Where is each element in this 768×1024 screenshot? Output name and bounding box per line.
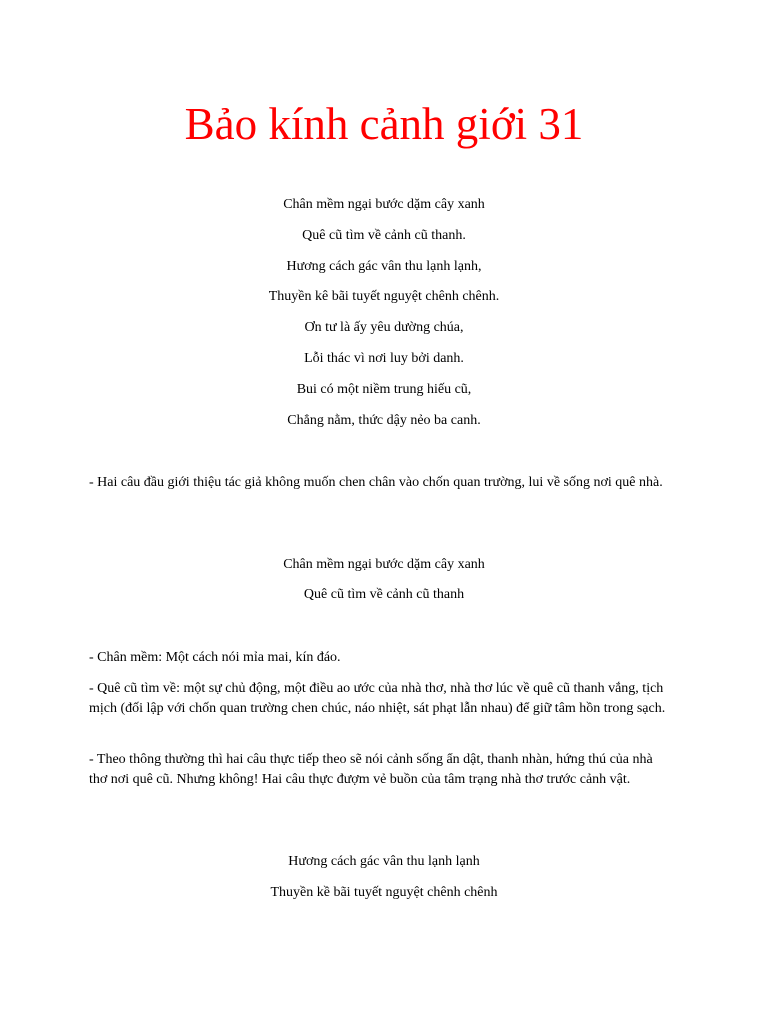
poem-line: Chẳng nằm, thức dậy nẻo ba canh.: [287, 413, 481, 428]
poem-line: Quê cũ tìm về cảnh cũ thanh.: [302, 228, 466, 243]
analysis-paragraph: - Theo thông thường thì hai câu thực tiếp theo sẽ nói cảnh sống ẩn dật, thanh nhàn, hứng thú của nhà thơ nơi quê cũ. Nhưng không! Hai câu thực đượm vẻ buồn của tâm trạng nhà thơ trước cảnh vật.: [89, 752, 653, 787]
poem-line: Quê cũ tìm về cảnh cũ thanh: [303, 587, 465, 602]
poem-line: Thuyền kề bãi tuyết nguyệt chênh chênh: [270, 885, 498, 900]
poem-line: Hương cách gác vân thu lạnh lạnh,: [286, 259, 482, 274]
poem-line: Bui có một niềm trung hiếu cũ,: [296, 382, 472, 397]
poem-line: Ơn tư là ấy yêu dường chúa,: [304, 320, 464, 335]
poem-line: Thuyền kê bãi tuyết nguyệt chênh chênh.: [268, 289, 500, 304]
poem-line: Lỗi thác vì nơi luy bởi danh.: [304, 351, 464, 366]
poem-line: Chân mềm ngại bước dặm cây xanh: [283, 197, 485, 212]
poem-line: Chân mềm ngại bước dặm cây xanh: [283, 557, 485, 572]
analysis-paragraph: - Quê cũ tìm về: một sự chủ động, một điều ao ước của nhà thơ, nhà thơ lúc về quê cũ thanh vắng, tịch mịch (đối lập với chốn quan trường chen chúc, náo nhiệt, sát phạt lẫn nhau) để giữ tâm hồn trong sạch.: [89, 681, 666, 716]
analysis-paragraph: - Hai câu đầu giới thiệu tác giả không muốn chen chân vào chốn quan trường, lui về sống nơi quê nhà.: [89, 475, 663, 490]
page-title: Bảo kính cảnh giới 31: [184, 99, 584, 149]
analysis-paragraph: - Chân mềm: Một cách nói mỉa mai, kín đáo.: [89, 650, 341, 665]
poem-line: Hương cách gác vân thu lạnh lạnh: [288, 854, 480, 869]
